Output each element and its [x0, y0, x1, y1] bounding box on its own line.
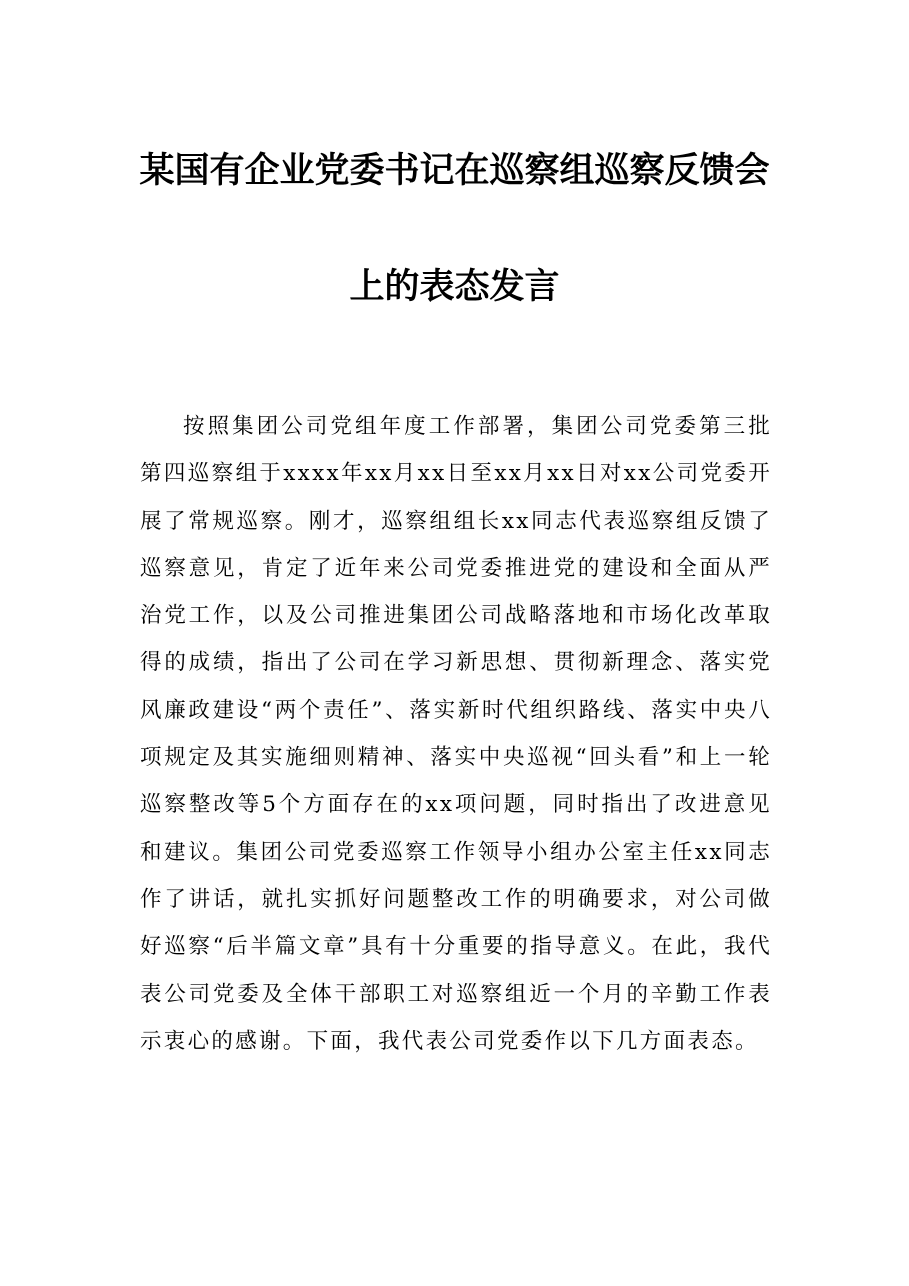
document-title-line-1: 某国有企业党委书记在巡察组巡察反馈会 — [139, 151, 770, 191]
document-title-line-2: 上的表态发言 — [349, 267, 560, 307]
body-paragraph: 按照集团公司党组年度工作部署，集团公司党委第三批第四巡察组于xxxx年xx月xx日至xx月xx日对xx公司党委开展了常规巡察。刚才，巡察组组长xx同志代表巡察组反馈了巡察意见，肯定了近年来公司党委推进党的建设和全面从严治党工作，以及公司推进集团公司战略落地和市场化改革取得的成绩，指出了公司在学习新思想、贯彻新理念、落实党风廉政建设“两个责任”、落实新时代组织路线、落实中央八项规定及其实施细则精神、落实中央巡视“回头看”和上一轮巡察整改等5个方面存在的xx项问题，同时指出了改进意见和建议。集团公司党委巡察工作领导小组办公室主任xx同志作了讲话，就扎实抓好问题整改工作的明确要求，对公司做好巡察“后半篇文章”具有十分重要的指导意义。在此，我代表公司党委及全体干部职工对巡察组近一个月的辛勤工作表示衷心的感谢。下面，我代表公司党委作以下几方面表态。 — [140, 414, 772, 1054]
